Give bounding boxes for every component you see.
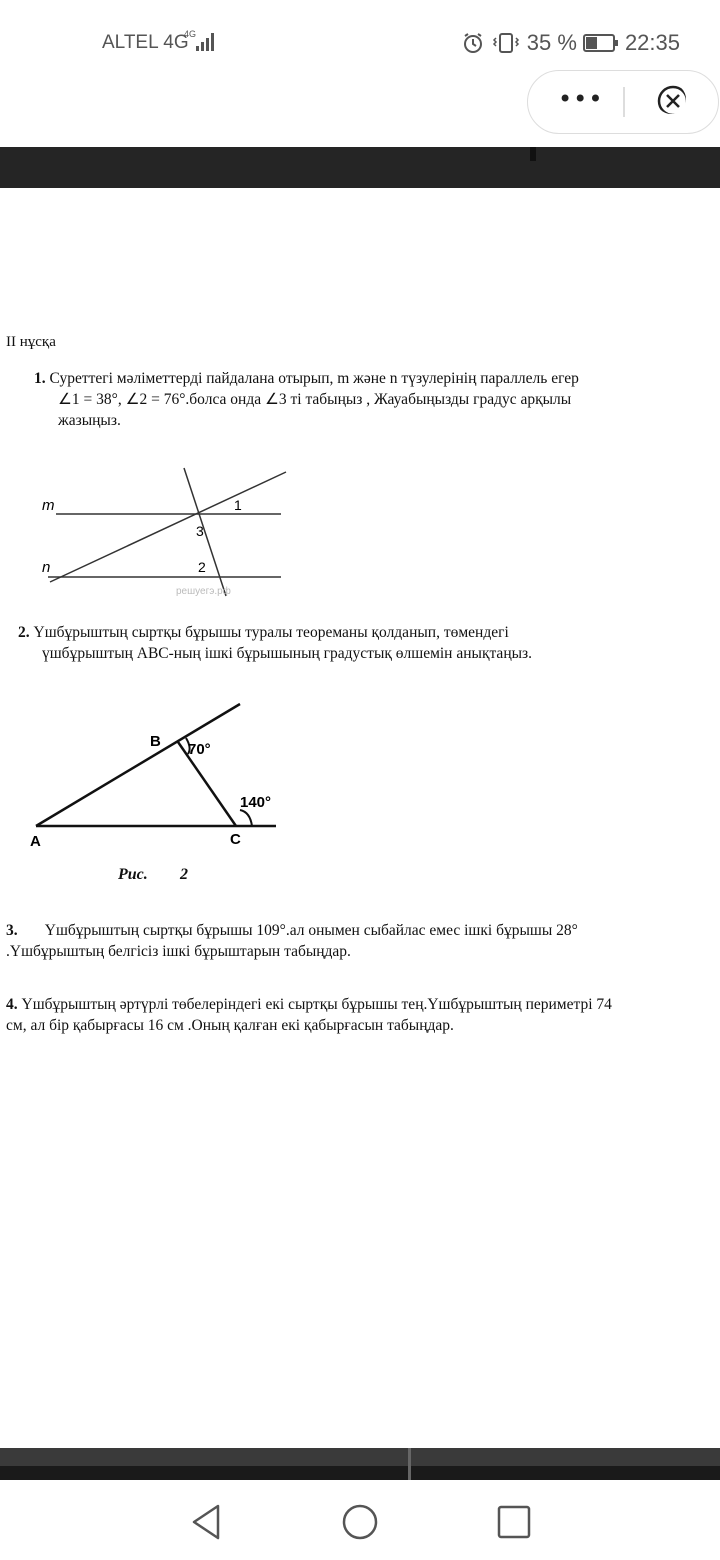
question-1: 1. Суреттегі мәліметтерді пайдалана отырып, m және n түзулерінің параллель егер ∠1 = 38°, ∠2 = 76°.болса онда ∠3 ті табыңыз , Жауабыңызды градус арқылы жазыңыз.: [34, 370, 579, 429]
question-2: 2. Үшбұрыштың сыртқы бұрышы туралы теореманы қолданып, төмендегі үшбұрыштың АВС-ның ішкі бұрышының градустық өлшемін анықтаңыз.: [18, 624, 533, 662]
question-3: 3. Үшбұрыштың сыртқы бұрышы 109°.ал онымен сыбайлас емес ішкі бұрышы 28° .Үшбұрыштың белгісіз ішкі бұрыштарын табыңдар.: [6, 922, 578, 960]
watermark: решуегэ.рф: [176, 586, 231, 597]
triangle-figure: [28, 698, 288, 858]
label-1: 1: [234, 497, 242, 513]
alarm-icon: [461, 31, 485, 55]
question-4: 4. Үшбұрыштың әртүрлі төбелеріндегі екі сыртқы бұрышы тең.Үшбұрыштың периметрі 74 см, ал бір қабырғасы 16 см .Оның қалған екі қабырғасын табыңдар.: [6, 996, 612, 1034]
home-icon[interactable]: [340, 1502, 380, 1542]
carrier-name: ALTEL 4G: [102, 32, 189, 53]
angle-b-value: 70°: [188, 741, 211, 758]
capsule-divider: [623, 87, 625, 117]
image-top-band: [0, 147, 720, 188]
navigation-bar: [0, 1480, 720, 1560]
label-2: 2: [198, 559, 206, 575]
label-a: A: [30, 833, 41, 850]
angle-c-arc: [240, 810, 252, 826]
vibrate-icon: [491, 31, 521, 55]
back-icon[interactable]: [186, 1502, 226, 1542]
question-number: 1.: [34, 370, 46, 387]
close-icon[interactable]: [656, 84, 686, 114]
variant-title: II нұсқа: [6, 334, 56, 350]
question-number: 2.: [18, 624, 30, 641]
signal-icon: [182, 28, 222, 54]
capsule-menu: [527, 70, 719, 134]
label-3: 3: [196, 523, 204, 539]
question-number: 4.: [6, 996, 18, 1013]
more-button[interactable]: •••: [558, 85, 604, 113]
figure-number: 2: [180, 866, 188, 883]
parallel-lines-figure: [36, 466, 296, 601]
angle-c-value: 140°: [240, 794, 272, 811]
question-number: 3.: [6, 922, 18, 939]
label-n: n: [42, 559, 51, 576]
figure-caption: Рис.: [118, 866, 148, 883]
network-badge: 4G: [184, 29, 197, 39]
clock: 22:35: [624, 30, 680, 55]
line-ab-extended: [36, 704, 240, 826]
battery-icon: [583, 32, 619, 54]
transversal-1: [50, 472, 286, 582]
image-bottom-band: [0, 1448, 720, 1480]
battery-percent: 35 %: [526, 30, 577, 55]
label-b: B: [150, 733, 161, 750]
recents-icon[interactable]: [494, 1502, 534, 1542]
label-m: m: [42, 497, 55, 514]
label-c: C: [230, 831, 241, 848]
